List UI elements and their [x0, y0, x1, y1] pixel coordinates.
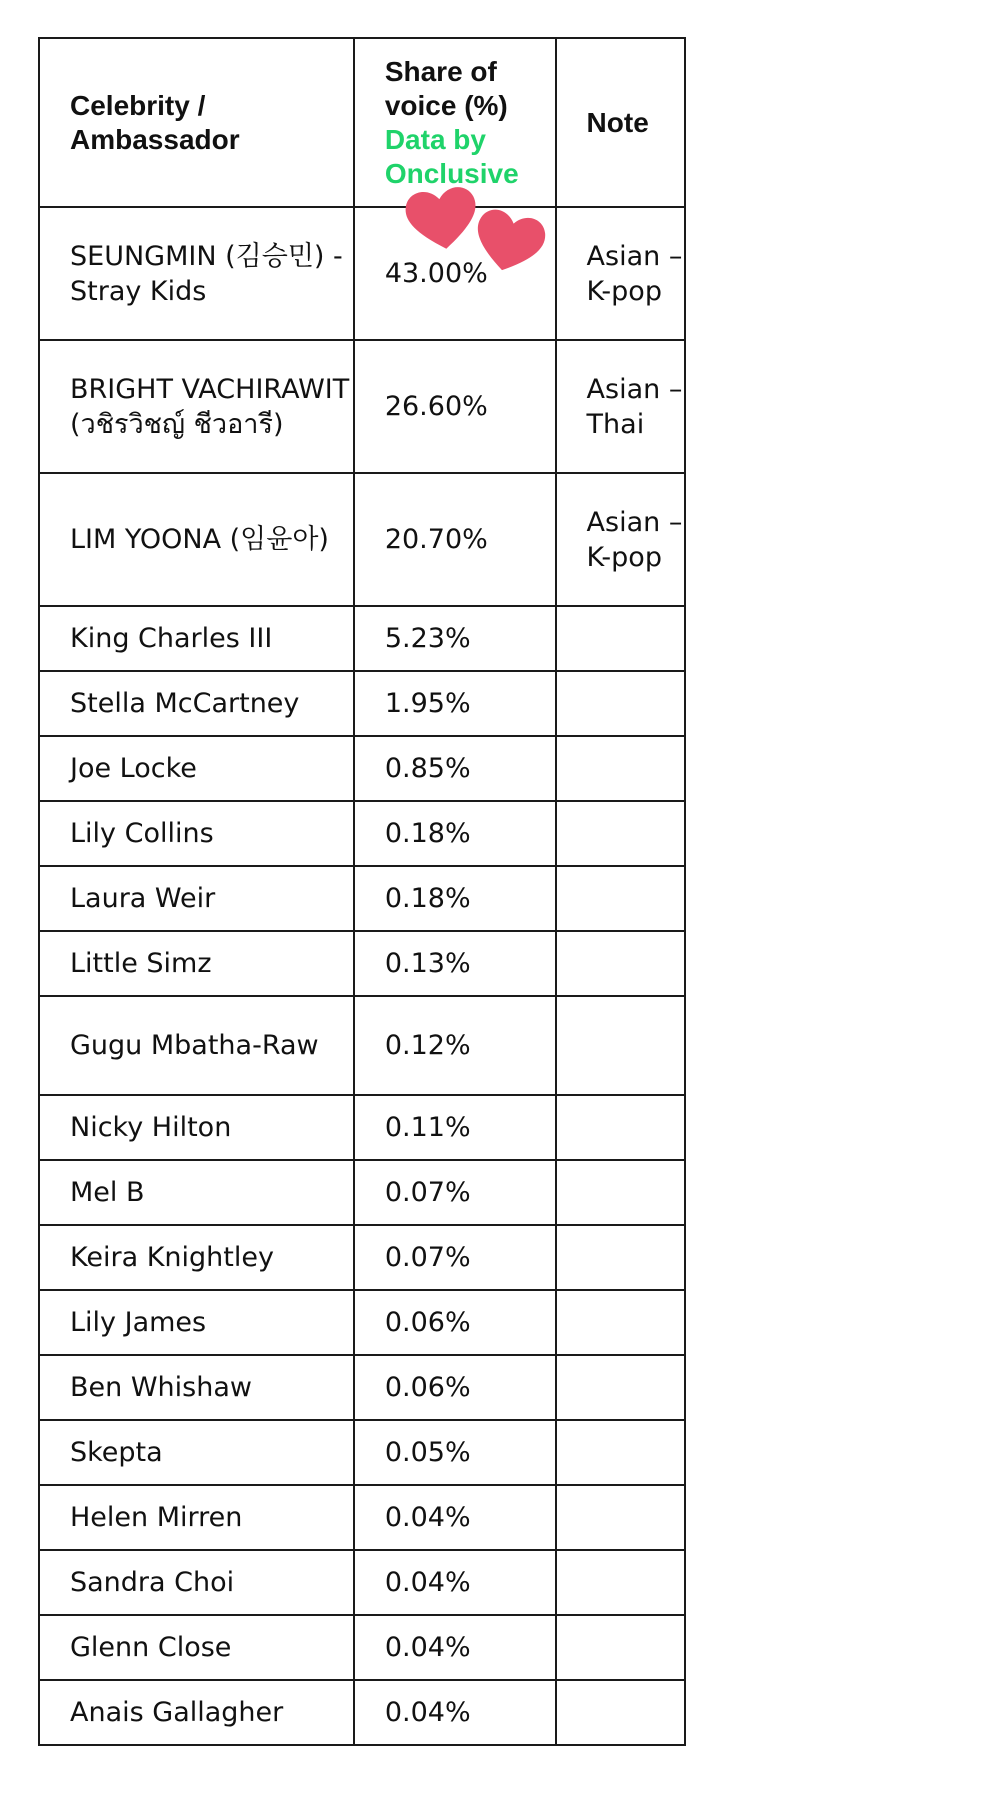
table-row	[39, 736, 685, 801]
cell-share: 0.07%	[354, 1160, 556, 1225]
cell-note	[556, 1615, 685, 1680]
cell-share: 26.60%	[354, 340, 556, 473]
table-row	[39, 1485, 685, 1550]
cell-celebrity: Glenn Close	[39, 1615, 354, 1680]
table-row	[39, 606, 685, 671]
table-row	[39, 340, 685, 473]
cell-celebrity: Gugu Mbatha-Raw	[39, 996, 354, 1095]
table-row	[39, 1290, 685, 1355]
table-row	[39, 931, 685, 996]
table-row	[39, 1615, 685, 1680]
header-share-label: Share of voice (%)	[384, 55, 508, 121]
table-row	[39, 1680, 685, 1745]
table-row	[39, 866, 685, 931]
cell-note: Asian – K-pop	[556, 207, 685, 340]
cell-note	[556, 606, 685, 671]
heart-icon	[472, 207, 546, 277]
cell-share: 43.00%	[354, 207, 556, 340]
table-row	[39, 1355, 685, 1420]
cell-share: 5.23%	[354, 606, 556, 671]
cell-share: 0.13%	[354, 931, 556, 996]
cell-note	[556, 931, 685, 996]
cell-share: 20.70%	[354, 473, 556, 606]
cell-celebrity: Laura Weir	[39, 866, 354, 931]
cell-share: 0.06%	[354, 1355, 556, 1420]
cell-celebrity: Nicky Hilton	[39, 1095, 354, 1160]
cell-celebrity: LIM YOONA (임윤아)	[39, 473, 354, 606]
cell-celebrity: Lily James	[39, 1290, 354, 1355]
table-row	[39, 1225, 685, 1290]
cell-share: 0.11%	[354, 1095, 556, 1160]
cell-share: 0.07%	[354, 1225, 556, 1290]
cell-note	[556, 1225, 685, 1290]
table-row	[39, 1420, 685, 1485]
cell-celebrity: Little Simz	[39, 931, 354, 996]
cell-celebrity: King Charles III	[39, 606, 354, 671]
cell-note	[556, 866, 685, 931]
cell-share: 0.18%	[354, 801, 556, 866]
cell-note	[556, 801, 685, 866]
table-row	[39, 996, 685, 1095]
cell-share: 0.04%	[354, 1485, 556, 1550]
cell-share: 0.12%	[354, 996, 556, 1095]
cell-celebrity: Stella McCartney	[39, 671, 354, 736]
table-body	[39, 207, 685, 1745]
cell-note: Asian – Thai	[556, 340, 685, 473]
table-row	[39, 801, 685, 866]
cell-celebrity: Anais Gallagher	[39, 1680, 354, 1745]
table-row	[39, 1095, 685, 1160]
cell-share: 0.04%	[354, 1550, 556, 1615]
header-data-source: Data by Onclusive	[384, 123, 519, 189]
cell-celebrity: SEUNGMIN (김승민) -Stray Kids	[39, 207, 354, 340]
cell-note	[556, 1095, 685, 1160]
cell-share: 0.05%	[354, 1420, 556, 1485]
cell-note	[556, 996, 685, 1095]
cell-celebrity: Ben Whishaw	[39, 1355, 354, 1420]
cell-celebrity: Lily Collins	[39, 801, 354, 866]
header-share	[354, 38, 556, 207]
cell-note	[556, 1160, 685, 1225]
cell-share: 0.85%	[354, 736, 556, 801]
header-note: Note	[556, 38, 685, 207]
cell-note	[556, 1420, 685, 1485]
table-row	[39, 671, 685, 736]
table-row	[39, 473, 685, 606]
cell-note	[556, 671, 685, 736]
cell-note	[556, 1485, 685, 1550]
header-celebrity: Celebrity / Ambassador	[39, 38, 354, 207]
share-of-voice-table	[38, 37, 686, 1746]
cell-note	[556, 1680, 685, 1745]
cell-note	[556, 736, 685, 801]
cell-note	[556, 1550, 685, 1615]
cell-celebrity: Sandra Choi	[39, 1550, 354, 1615]
cell-celebrity: Keira Knightley	[39, 1225, 354, 1290]
cell-share: 0.18%	[354, 866, 556, 931]
cell-note	[556, 1290, 685, 1355]
cell-note: Asian – K-pop	[556, 473, 685, 606]
cell-celebrity: BRIGHT VACHIRAWIT (วชิรวิชญ์ ชีวอารี)	[39, 340, 354, 473]
table-row	[39, 1550, 685, 1615]
table-row	[39, 207, 685, 340]
cell-note	[556, 1355, 685, 1420]
cell-celebrity: Joe Locke	[39, 736, 354, 801]
cell-share: 1.95%	[354, 671, 556, 736]
cell-celebrity: Mel B	[39, 1160, 354, 1225]
header-row	[39, 38, 685, 207]
cell-celebrity: Helen Mirren	[39, 1485, 354, 1550]
cell-celebrity: Skepta	[39, 1420, 354, 1485]
cell-share: 0.04%	[354, 1615, 556, 1680]
cell-share: 0.04%	[354, 1680, 556, 1745]
heart-icon	[404, 183, 480, 253]
cell-share: 0.06%	[354, 1290, 556, 1355]
table-row	[39, 1160, 685, 1225]
